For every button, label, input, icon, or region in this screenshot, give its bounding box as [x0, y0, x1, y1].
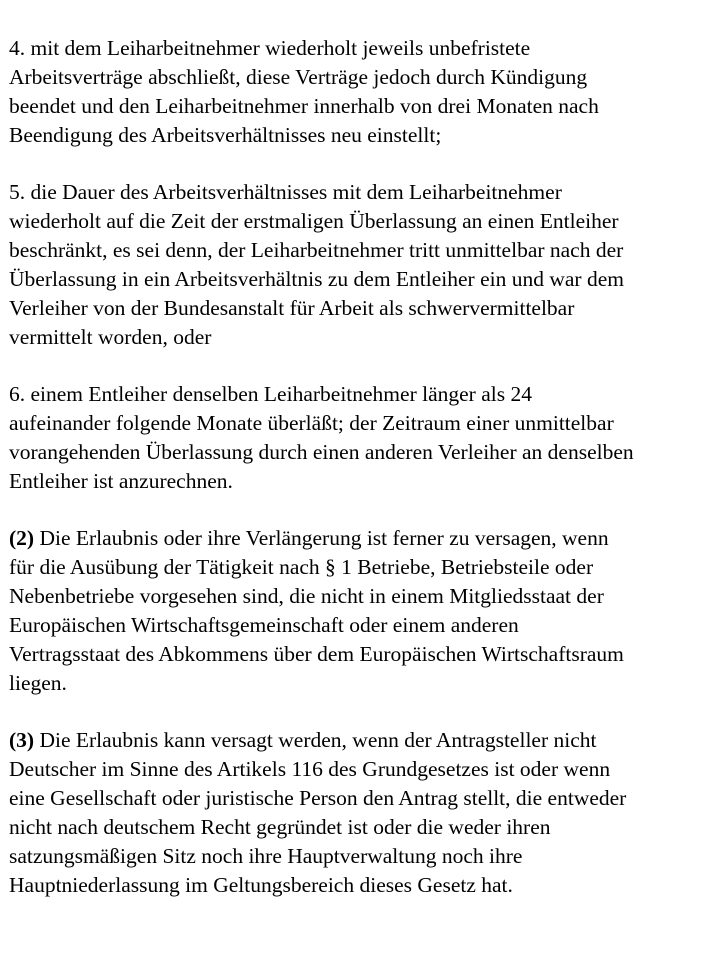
paragraph-item-4 [9, 34, 720, 150]
text-line: Entleiher ist anzurechnen. [9, 469, 233, 493]
document-page [9, 34, 720, 928]
section-marker: (3) [9, 728, 35, 752]
text-line: 4. mit dem Leiharbeitnehmer wiederholt jeweils unbefristete [9, 36, 531, 60]
paragraph-item-5 [9, 178, 720, 352]
text-line: eine Gesellschaft oder juristische Person den Antrag stellt, die entweder [9, 786, 627, 810]
text-line: Hauptniederlassung im Geltungsbereich dieses Gesetz hat. [9, 873, 513, 897]
text-line: liegen. [9, 671, 67, 695]
text-line: Verleiher von der Bundesanstalt für Arbeit als schwervermittelbar [9, 296, 575, 320]
text-line: vorangehenden Überlassung durch einen anderen Verleiher an denselben [9, 440, 634, 464]
text-line: Beendigung des Arbeitsverhältnisses neu einstellt; [9, 123, 442, 147]
text-line [9, 524, 720, 553]
text-line: Arbeitsverträge abschließt, diese Verträge jedoch durch Kündigung [9, 65, 588, 89]
text-line [9, 726, 720, 755]
text-line: 5. die Dauer des Arbeitsverhältnisses mit dem Leiharbeitnehmer [9, 180, 562, 204]
text-line: Europäischen Wirtschaftsgemeinschaft oder einem anderen [9, 613, 519, 637]
section-marker: (2) [9, 526, 35, 550]
text-line: aufeinander folgende Monate überläßt; der Zeitraum einer unmittelbar [9, 411, 614, 435]
text-line: Überlassung in ein Arbeitsverhältnis zu dem Entleiher ein und war dem [9, 267, 624, 291]
text-line: Deutscher im Sinne des Artikels 116 des Grundgesetzes ist oder wenn [9, 757, 611, 781]
text-line: für die Ausübung der Tätigkeit nach § 1 Betriebe, Betriebsteile oder [9, 555, 594, 579]
paragraph-section-3 [9, 726, 720, 900]
paragraph-section-2 [9, 524, 720, 698]
text-line: beschränkt, es sei denn, der Leiharbeitnehmer tritt unmittelbar nach der [9, 238, 624, 262]
text-line: satzungsmäßigen Sitz noch ihre Hauptverwaltung noch ihre [9, 844, 523, 868]
text-line: nicht nach deutschem Recht gegründet ist oder die weder ihren [9, 815, 551, 839]
text-line: Vertragsstaat des Abkommens über dem Europäischen Wirtschaftsraum [9, 642, 624, 666]
text-line-content: Die Erlaubnis oder ihre Verlängerung ist ferner zu versagen, wenn [34, 526, 609, 550]
text-line-content: Die Erlaubnis kann versagt werden, wenn der Antragsteller nicht [34, 728, 597, 752]
text-line: 6. einem Entleiher denselben Leiharbeitnehmer länger als 24 [9, 382, 532, 406]
text-line: Nebenbetriebe vorgesehen sind, die nicht in einem Mitgliedsstaat der [9, 584, 604, 608]
text-line: beendet und den Leiharbeitnehmer innerhalb von drei Monaten nach [9, 94, 599, 118]
text-line: vermittelt worden, oder [9, 325, 212, 349]
paragraph-item-6 [9, 380, 720, 496]
text-line: wiederholt auf die Zeit der erstmaligen Überlassung an einen Entleiher [9, 209, 619, 233]
